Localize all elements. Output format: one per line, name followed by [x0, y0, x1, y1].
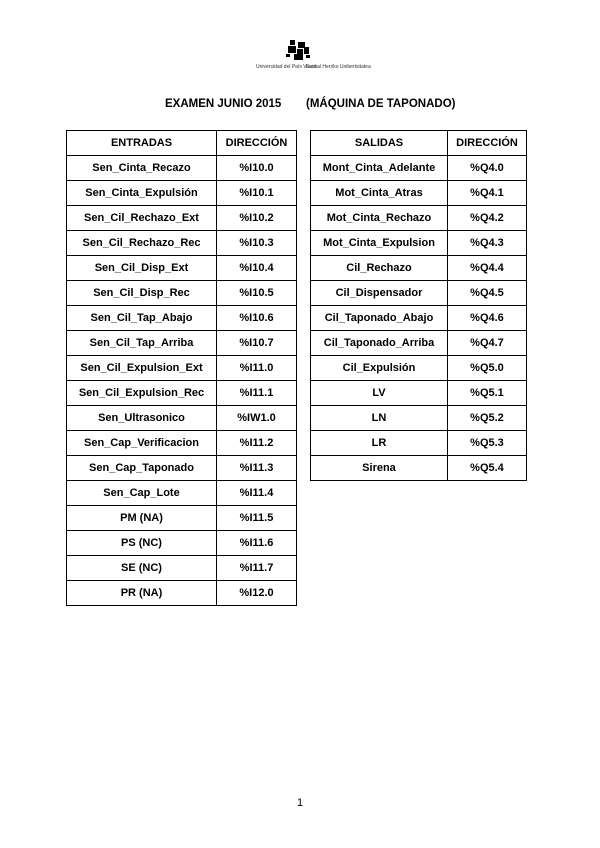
- input-row: [67, 156, 297, 181]
- input-row: [67, 206, 297, 231]
- output-row: [311, 281, 527, 306]
- input-address-cell: %I11.2: [217, 431, 297, 456]
- output-name-cell: Sirena: [311, 456, 448, 481]
- input-row: [67, 506, 297, 531]
- output-row: [311, 156, 527, 181]
- input-row: [67, 231, 297, 256]
- input-name-cell: PS (NC): [67, 531, 217, 556]
- output-name-cell: LN: [311, 406, 448, 431]
- input-address-cell: %I12.0: [217, 581, 297, 606]
- input-address-cell: %I11.7: [217, 556, 297, 581]
- output-name-cell: Cil_Taponado_Abajo: [311, 306, 448, 331]
- input-address-cell: %I10.2: [217, 206, 297, 231]
- input-name-cell: Sen_Cil_Rechazo_Rec: [67, 231, 217, 256]
- input-address-cell: %I11.4: [217, 481, 297, 506]
- exam-title: EXAMEN JUNIO 2015: [165, 98, 282, 110]
- input-row: [67, 181, 297, 206]
- input-address-cell: %I10.4: [217, 256, 297, 281]
- output-name-cell: Cil_Taponado_Arriba: [311, 331, 448, 356]
- output-row: [311, 456, 527, 481]
- output-row: [311, 231, 527, 256]
- output-row: [311, 306, 527, 331]
- output-name-cell: Cil_Expulsión: [311, 356, 448, 381]
- page-number: 1: [296, 797, 304, 809]
- output-name-cell: Mot_Cinta_Atras: [311, 181, 448, 206]
- output-name-cell: LR: [311, 431, 448, 456]
- input-address-cell: %I10.0: [217, 156, 297, 181]
- input-name-cell: Sen_Cap_Taponado: [67, 456, 217, 481]
- input-name-cell: PM (NA): [67, 506, 217, 531]
- input-row: [67, 331, 297, 356]
- output-name-cell: Mot_Cinta_Expulsion: [311, 231, 448, 256]
- input-name-cell: Sen_Cil_Tap_Abajo: [67, 306, 217, 331]
- input-row: [67, 356, 297, 381]
- inputs-header-name: ENTRADAS: [67, 131, 217, 156]
- output-address-cell: %Q4.4: [448, 256, 527, 281]
- logo-text-right: Euskal Herriko Unibertsitatea: [306, 64, 371, 70]
- output-row: [311, 256, 527, 281]
- input-name-cell: Sen_Cinta_Recazo: [67, 156, 217, 181]
- input-address-cell: %I10.6: [217, 306, 297, 331]
- input-row: [67, 256, 297, 281]
- output-name-cell: Cil_Dispensador: [311, 281, 448, 306]
- input-address-cell: %I11.0: [217, 356, 297, 381]
- input-address-cell: %IW1.0: [217, 406, 297, 431]
- input-name-cell: Sen_Cil_Tap_Arriba: [67, 331, 217, 356]
- input-name-cell: Sen_Cil_Expulsion_Rec: [67, 381, 217, 406]
- input-name-cell: SE (NC): [67, 556, 217, 581]
- input-row: [67, 431, 297, 456]
- output-row: [311, 431, 527, 456]
- input-address-cell: %I11.1: [217, 381, 297, 406]
- input-name-cell: Sen_Cil_Disp_Rec: [67, 281, 217, 306]
- output-address-cell: %Q4.5: [448, 281, 527, 306]
- input-address-cell: %I11.6: [217, 531, 297, 556]
- input-row: [67, 481, 297, 506]
- output-row: [311, 406, 527, 431]
- inputs-header-address: DIRECCIÓN: [217, 131, 297, 156]
- input-address-cell: %I10.1: [217, 181, 297, 206]
- output-name-cell: Mot_Cinta_Rechazo: [311, 206, 448, 231]
- output-address-cell: %Q5.0: [448, 356, 527, 381]
- output-name-cell: Cil_Rechazo: [311, 256, 448, 281]
- input-row: [67, 456, 297, 481]
- output-name-cell: LV: [311, 381, 448, 406]
- outputs-header-name: SALIDAS: [311, 131, 448, 156]
- output-address-cell: %Q5.3: [448, 431, 527, 456]
- input-address-cell: %I11.3: [217, 456, 297, 481]
- output-address-cell: %Q5.1: [448, 381, 527, 406]
- input-name-cell: PR (NA): [67, 581, 217, 606]
- university-emblem-icon: [286, 40, 312, 62]
- output-address-cell: %Q4.2: [448, 206, 527, 231]
- input-address-cell: %I10.3: [217, 231, 297, 256]
- output-address-cell: %Q5.2: [448, 406, 527, 431]
- university-logo: [256, 40, 371, 80]
- output-address-cell: %Q4.6: [448, 306, 527, 331]
- input-name-cell: Sen_Cil_Disp_Ext: [67, 256, 217, 281]
- output-address-cell: %Q4.0: [448, 156, 527, 181]
- output-row: [311, 356, 527, 381]
- input-address-cell: %I10.7: [217, 331, 297, 356]
- output-name-cell: Mont_Cinta_Adelante: [311, 156, 448, 181]
- output-address-cell: %Q4.1: [448, 181, 527, 206]
- input-row: [67, 381, 297, 406]
- input-row: [67, 281, 297, 306]
- output-address-cell: %Q4.3: [448, 231, 527, 256]
- input-name-cell: Sen_Cil_Expulsion_Ext: [67, 356, 217, 381]
- inputs-table: [66, 130, 297, 606]
- input-name-cell: Sen_Cinta_Expulsión: [67, 181, 217, 206]
- input-name-cell: Sen_Cap_Lote: [67, 481, 217, 506]
- output-row: [311, 381, 527, 406]
- input-name-cell: Sen_Cil_Rechazo_Ext: [67, 206, 217, 231]
- output-row: [311, 181, 527, 206]
- input-row: [67, 581, 297, 606]
- input-row: [67, 306, 297, 331]
- output-row: [311, 331, 527, 356]
- input-address-cell: %I10.5: [217, 281, 297, 306]
- input-name-cell: Sen_Ultrasonico: [67, 406, 217, 431]
- output-row: [311, 206, 527, 231]
- logo-text-left: Universidad del País Vasco: [256, 64, 317, 70]
- output-address-cell: %Q5.4: [448, 456, 527, 481]
- machine-title: (MÁQUINA DE TAPONADO): [306, 98, 456, 110]
- input-row: [67, 556, 297, 581]
- input-row: [67, 406, 297, 431]
- input-row: [67, 531, 297, 556]
- output-address-cell: %Q4.7: [448, 331, 527, 356]
- outputs-header-address: DIRECCIÓN: [448, 131, 527, 156]
- outputs-table: [310, 130, 527, 481]
- input-name-cell: Sen_Cap_Verificacion: [67, 431, 217, 456]
- input-address-cell: %I11.5: [217, 506, 297, 531]
